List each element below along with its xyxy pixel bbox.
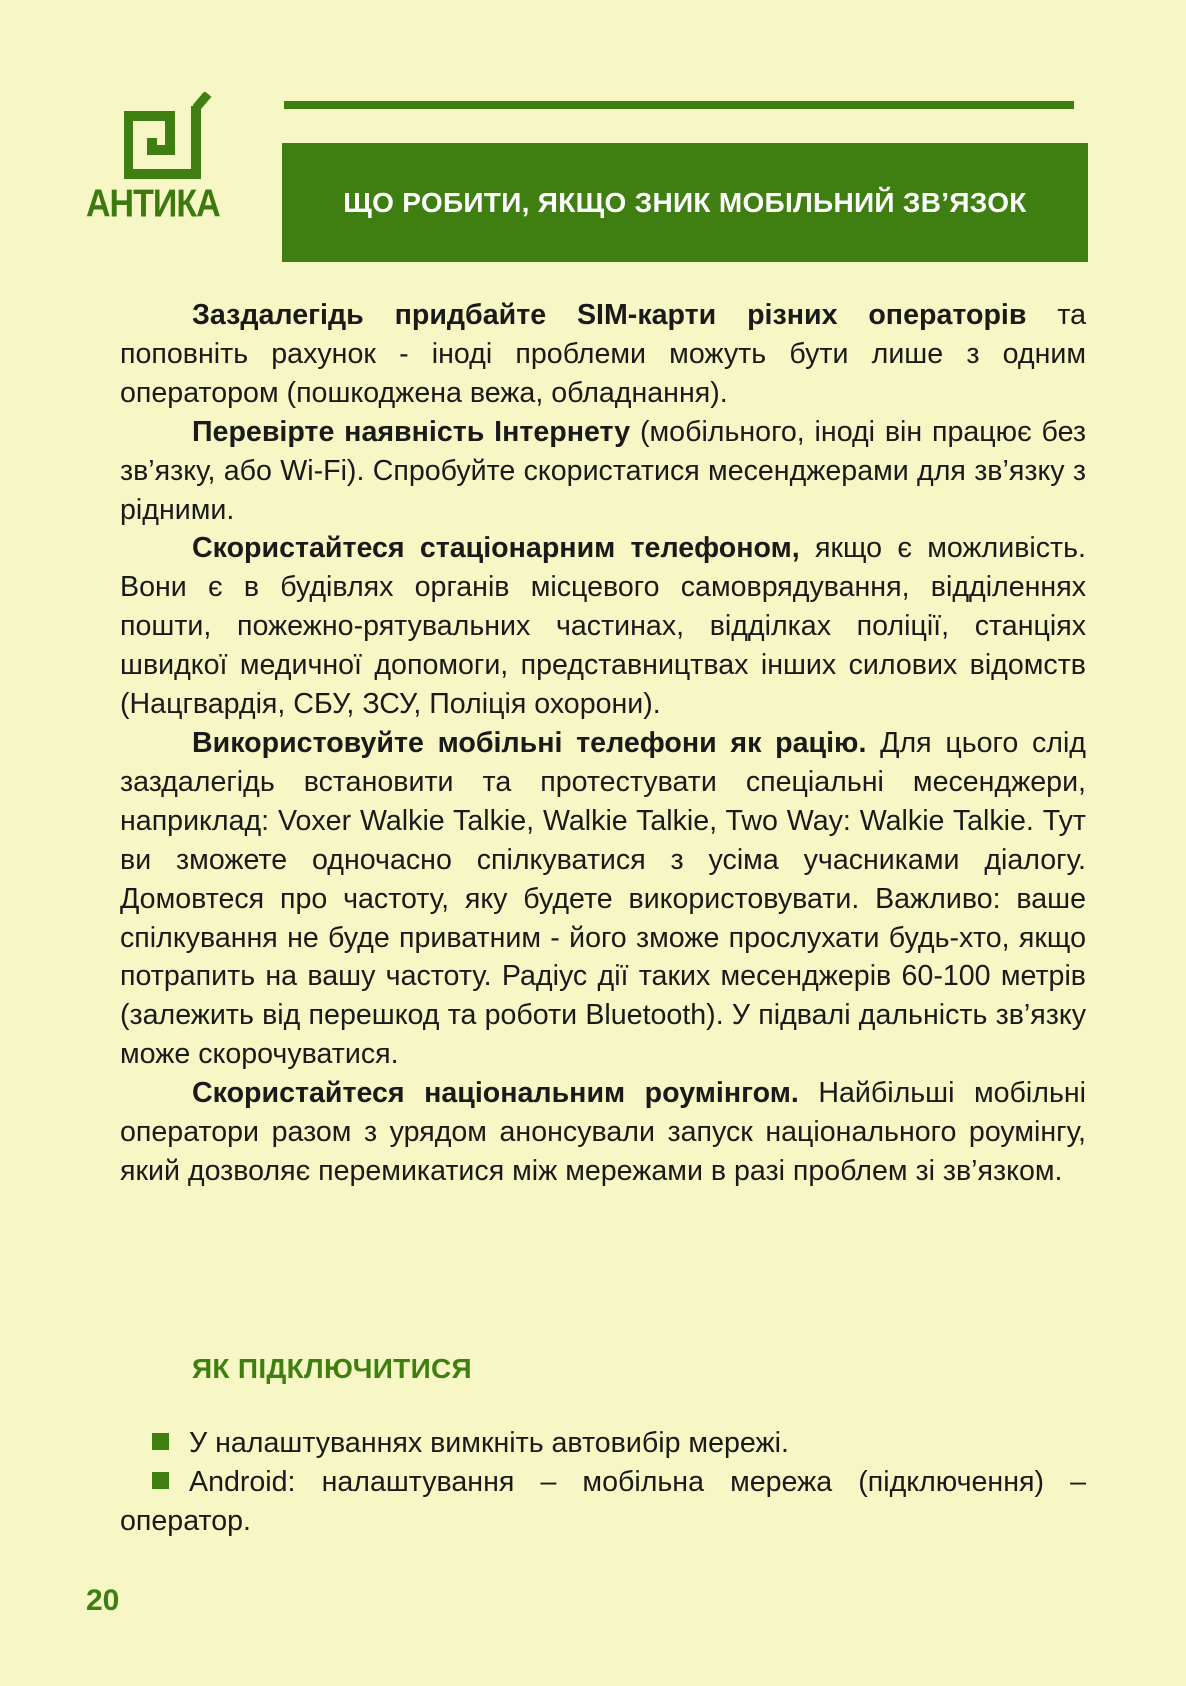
logo	[86, 92, 236, 232]
paragraph	[120, 724, 1086, 1074]
paragraph	[120, 529, 1086, 724]
paragraph	[120, 1074, 1086, 1191]
paragraph-body: якщо є можливість. Вони є в будівлях органів місцевого самоврядування, відділеннях пошти, пожежно-рятувальних частинах, відділках поліції, станціях швидкої медичної допомоги, представництвах інших силових відомств (Нацгвардія, СБУ, ЗСУ, Поліція охорони).	[120, 532, 1086, 721]
paragraph	[120, 296, 1086, 413]
header-banner	[282, 143, 1088, 262]
page-number: 20	[86, 1584, 120, 1617]
paragraph	[120, 413, 1086, 530]
section-title: ЯК ПІДКЛЮЧИТИСЯ	[192, 1353, 472, 1384]
list-item-text: У налаштуваннях вимкніть автовибір мережі.	[189, 1427, 789, 1459]
paragraph-body: (мобільного, іноді він працює без зв’язку, або Wi-Fi). Спробуйте скористатися месенджерами для зв’язку з рідними.	[120, 415, 1086, 526]
meander-logo-icon	[124, 92, 214, 182]
square-bullet-icon	[152, 1433, 169, 1450]
paragraph-body: та поповніть рахунок - іноді проблеми можуть бути лише з одним оператором (пошкоджена вежа, обладнання).	[120, 299, 1086, 409]
list-item	[120, 1424, 1086, 1463]
paragraph-lead: Перевірте наявність Інтернету	[192, 415, 631, 448]
logo-text: АНТИКА	[86, 182, 220, 226]
bullet-list	[120, 1424, 1086, 1541]
paragraph-lead: Скористайтеся національним роумінгом.	[192, 1077, 799, 1110]
list-item-text: Android: налаштування – мобільна мережа (підключення) – оператор.	[120, 1466, 1086, 1537]
paragraph-lead: Скористайтеся стаціонарним телефоном,	[192, 532, 800, 565]
list-item	[120, 1463, 1086, 1541]
paragraph-body: Найбільші мобільні оператори разом з урядом анонсували запуск національного роумінгу, який дозволяє перемикатися між мережами в разі проблем зі зв’язком.	[120, 1077, 1086, 1187]
paragraph-lead: Використовуйте мобільні телефони як рацію.	[192, 726, 867, 759]
top-rule	[284, 101, 1074, 109]
main-text	[120, 296, 1086, 1191]
page-title: ЩО РОБИТИ, ЯКЩО ЗНИК МОБІЛЬНИЙ ЗВ’ЯЗОК	[343, 186, 1027, 218]
paragraph-body: Для цього слід заздалегідь встановити та протестувати спеціальні месенджери, наприклад: Voxer Walkie Talkie, Walkie Talkie, Two Way: Walkie Talkie. Тут ви зможете одночасно спілкуватися з усіма учасниками діалогу. Домовтеся про частоту, яку будете використовувати. Важливо: ваше спілкування не буде приватним - його зможе прослухати будь-хто, якщо потрапить на вашу частоту. Радіус дії таких месенджерів 60-100 метрів (залежить від перешкод та роботи Bluetooth). У підвалі дальність зв’язку може скорочуватися.	[120, 726, 1086, 1071]
paragraph-lead: Заздалегідь придбайте SIM-карти різних операторів	[192, 299, 1027, 331]
square-bullet-icon	[152, 1472, 169, 1489]
